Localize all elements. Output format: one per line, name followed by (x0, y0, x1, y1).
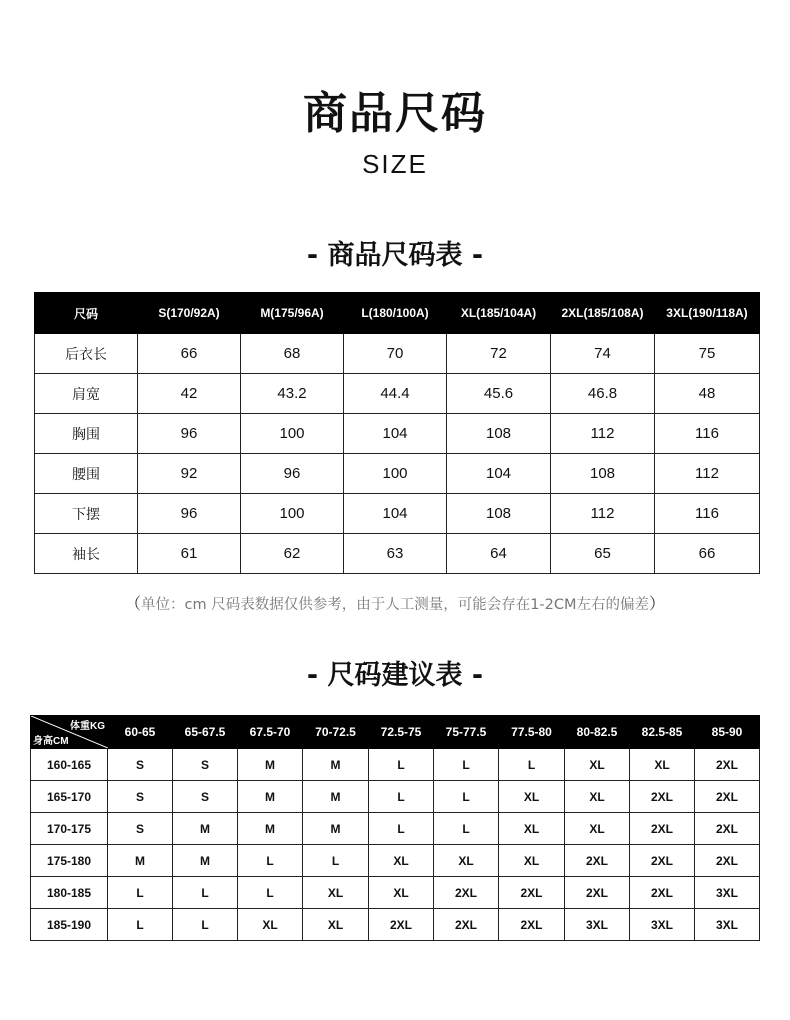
header-cell: 60-65 (108, 716, 173, 749)
table-cell: 2XL (695, 813, 760, 845)
table-cell: 112 (551, 494, 655, 534)
table-cell: 2XL (695, 845, 760, 877)
table-row (35, 534, 760, 574)
table-cell: XL (303, 877, 369, 909)
table-cell: 100 (241, 414, 344, 454)
header-cell: 77.5-80 (499, 716, 565, 749)
size-table (34, 292, 760, 574)
table-cell: XL (565, 781, 630, 813)
table-row (31, 749, 760, 781)
table-cell: 100 (241, 494, 344, 534)
header-cell: 70-72.5 (303, 716, 369, 749)
table-cell: 2XL (499, 877, 565, 909)
table-cell: 116 (655, 414, 760, 454)
height-axis-label: 身高CM (33, 736, 69, 747)
table-cell: XL (303, 909, 369, 941)
table-row (31, 909, 760, 941)
table-cell: M (303, 781, 369, 813)
page-subtitle: SIZE (362, 149, 428, 179)
recommendation-header-row (31, 716, 760, 749)
row-label-cell: 185-190 (31, 909, 108, 941)
table-row (31, 845, 760, 877)
table-cell: XL (499, 813, 565, 845)
table-cell: M (108, 845, 173, 877)
table-cell: L (499, 749, 565, 781)
table-cell: L (108, 877, 173, 909)
table-cell: 2XL (630, 781, 695, 813)
header-cell: 80-82.5 (565, 716, 630, 749)
weight-axis-label: 体重KG (70, 721, 105, 732)
row-label-cell: 胸围 (35, 414, 138, 454)
table-cell: 48 (655, 374, 760, 414)
table-cell: S (108, 749, 173, 781)
table-cell: XL (369, 845, 434, 877)
table-cell: L (434, 781, 499, 813)
table-cell: 104 (344, 414, 447, 454)
table-row (35, 374, 760, 414)
recommendation-table (30, 715, 760, 941)
table-cell: XL (499, 781, 565, 813)
table-cell: 45.6 (447, 374, 551, 414)
table-cell: 63 (344, 534, 447, 574)
table-cell: L (173, 909, 238, 941)
table-cell: 70 (344, 334, 447, 374)
table-cell: XL (238, 909, 303, 941)
table-cell: 2XL (369, 909, 434, 941)
table-cell: L (369, 749, 434, 781)
row-label-cell: 175-180 (31, 845, 108, 877)
table-cell: L (369, 781, 434, 813)
table-cell: 96 (241, 454, 344, 494)
table-cell: 44.4 (344, 374, 447, 414)
table-cell: S (108, 813, 173, 845)
header-cell: 尺码 (35, 293, 138, 334)
size-table-heading: - 商品尺码表 - (306, 240, 484, 271)
header-cell: 65-67.5 (173, 716, 238, 749)
measurement-note (0, 592, 790, 617)
table-cell: M (173, 813, 238, 845)
row-label-cell: 165-170 (31, 781, 108, 813)
table-cell: XL (434, 845, 499, 877)
table-cell: 2XL (499, 909, 565, 941)
table-row (35, 454, 760, 494)
table-cell: M (238, 813, 303, 845)
page-title: 商品尺码 (303, 88, 487, 139)
table-cell: 3XL (630, 909, 695, 941)
table-cell: 100 (344, 454, 447, 494)
table-cell: L (238, 877, 303, 909)
table-row (31, 781, 760, 813)
table-cell: M (173, 845, 238, 877)
table-cell: L (108, 909, 173, 941)
note-open-paren: （ (124, 594, 141, 613)
row-label-cell: 肩宽 (35, 374, 138, 414)
table-cell: 2XL (630, 877, 695, 909)
table-cell: 104 (447, 454, 551, 494)
table-cell: 2XL (434, 909, 499, 941)
table-cell: 2XL (565, 845, 630, 877)
header-cell: 67.5-70 (238, 716, 303, 749)
table-cell: XL (565, 749, 630, 781)
table-cell: 64 (447, 534, 551, 574)
table-cell: 108 (447, 414, 551, 454)
table-cell: L (434, 749, 499, 781)
table-cell: L (369, 813, 434, 845)
table-cell: XL (565, 813, 630, 845)
table-cell: 42 (138, 374, 241, 414)
table-cell: M (303, 749, 369, 781)
table-cell: 2XL (630, 845, 695, 877)
table-cell: 3XL (695, 877, 760, 909)
header-cell: S(170/92A) (138, 293, 241, 334)
header-cell: 3XL(190/118A) (655, 293, 760, 334)
row-label-cell: 腰围 (35, 454, 138, 494)
row-label-cell: 160-165 (31, 749, 108, 781)
table-cell: 75 (655, 334, 760, 374)
table-cell: 46.8 (551, 374, 655, 414)
table-row (35, 414, 760, 454)
table-cell: XL (499, 845, 565, 877)
size-table-header-row (35, 293, 760, 334)
table-cell: 3XL (565, 909, 630, 941)
table-cell: XL (369, 877, 434, 909)
table-cell: 62 (241, 534, 344, 574)
table-cell: M (238, 749, 303, 781)
table-cell: M (303, 813, 369, 845)
table-cell: 2XL (630, 813, 695, 845)
table-cell: S (173, 781, 238, 813)
corner-header-cell (31, 716, 108, 749)
header-cell: 72.5-75 (369, 716, 434, 749)
table-cell: 74 (551, 334, 655, 374)
table-cell: 112 (655, 454, 760, 494)
table-row (35, 334, 760, 374)
header-cell: 82.5-85 (630, 716, 695, 749)
row-label-cell: 180-185 (31, 877, 108, 909)
table-cell: 3XL (695, 909, 760, 941)
table-cell: 2XL (565, 877, 630, 909)
table-cell: 66 (138, 334, 241, 374)
table-cell: 2XL (695, 749, 760, 781)
row-label-cell: 170-175 (31, 813, 108, 845)
header-cell: 2XL(185/108A) (551, 293, 655, 334)
header-cell: XL(185/104A) (447, 293, 551, 334)
table-row (35, 494, 760, 534)
table-cell: 65 (551, 534, 655, 574)
row-label-cell: 袖长 (35, 534, 138, 574)
table-cell: L (303, 845, 369, 877)
table-cell: 68 (241, 334, 344, 374)
table-cell: 116 (655, 494, 760, 534)
table-row (31, 813, 760, 845)
table-cell: S (108, 781, 173, 813)
table-cell: 2XL (434, 877, 499, 909)
note-close-paren: ） (649, 594, 666, 613)
table-cell: 112 (551, 414, 655, 454)
header-cell: L(180/100A) (344, 293, 447, 334)
table-cell: M (238, 781, 303, 813)
table-cell: 43.2 (241, 374, 344, 414)
header-cell: 85-90 (695, 716, 760, 749)
row-label-cell: 后衣长 (35, 334, 138, 374)
header-cell: 75-77.5 (434, 716, 499, 749)
table-cell: L (238, 845, 303, 877)
table-cell: 92 (138, 454, 241, 494)
table-cell: 72 (447, 334, 551, 374)
table-cell: 96 (138, 414, 241, 454)
table-cell: 96 (138, 494, 241, 534)
table-cell: 2XL (695, 781, 760, 813)
table-cell: L (173, 877, 238, 909)
table-cell: S (173, 749, 238, 781)
recommendation-table-heading: - 尺码建议表 - (306, 660, 484, 691)
row-label-cell: 下摆 (35, 494, 138, 534)
table-cell: L (434, 813, 499, 845)
table-cell: 61 (138, 534, 241, 574)
table-cell: 66 (655, 534, 760, 574)
header-cell: M(175/96A) (241, 293, 344, 334)
table-cell: 108 (447, 494, 551, 534)
note-text: 单位：cm 尺码表数据仅供参考，由于人工测量，可能会存在1-2CM左右的偏差 (140, 597, 650, 613)
table-cell: XL (630, 749, 695, 781)
table-row (31, 877, 760, 909)
table-cell: 104 (344, 494, 447, 534)
table-cell: 108 (551, 454, 655, 494)
